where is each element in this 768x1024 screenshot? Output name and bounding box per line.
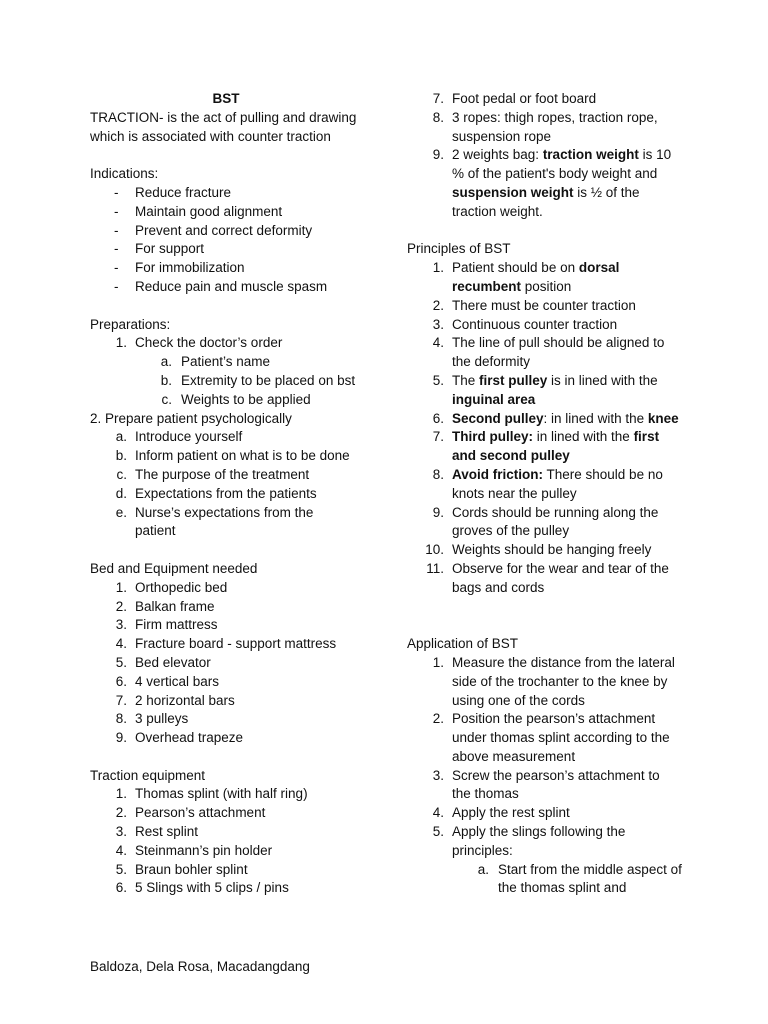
list-item: 1. Patient should be on dorsal recumbent position: [432, 260, 620, 294]
list-item: 8. 3 pulleys: [115, 711, 189, 727]
list-item: b. Extremity to be placed on bst: [160, 372, 356, 388]
list-item: 5. Apply the slings following the principles:: [432, 824, 626, 858]
list-item: 2. Pearson’s attachment: [115, 805, 266, 821]
indications-list: [90, 184, 380, 297]
list-item: 8. 3 ropes: thigh ropes, traction rope, suspension rope: [432, 109, 658, 144]
list-item: 4. Apply the rest splint: [432, 805, 570, 821]
list-item: a. Introduce yourself: [115, 429, 243, 445]
list-item: 6. Second pulley: in lined with the knee: [432, 410, 679, 426]
list-item: 4. Fracture board - support mattress: [115, 636, 337, 652]
list-item: - For support: [114, 241, 205, 257]
list-item: 3. Rest splint: [115, 824, 199, 840]
left-column: [90, 90, 380, 898]
list-item: 3. Continuous counter traction: [432, 316, 618, 332]
list-item: 5. The first pulley is in lined with the inguinal area: [432, 372, 658, 407]
list-item: a. Start from the middle aspect of the thomas splint and: [477, 861, 682, 896]
right-column: [407, 90, 682, 898]
list-item: 2. Balkan frame: [115, 598, 215, 614]
traction-definition: TRACTION- is the act of pulling and drawing which is associated with counter traction: [90, 109, 357, 144]
list-item: d. Expectations from the patients: [115, 485, 317, 501]
list-item: 3. Firm mattress: [115, 617, 218, 633]
list-item: 11. Observe for the wear and tear of the bags and cords: [426, 560, 669, 595]
list-item: 6. 4 vertical bars: [115, 673, 220, 689]
list-item: - Prevent and correct deformity: [114, 222, 313, 238]
list-item: 10. Weights should be hanging freely: [425, 542, 652, 558]
list-item: 9. Cords should be running along the groves of the pulley: [432, 504, 659, 539]
list-item: 1. Measure the distance from the lateral side of the trochanter to the knee by using one of the cords: [432, 654, 675, 708]
list-item: 9. Overhead trapeze: [115, 730, 244, 746]
list-item: 8. Avoid friction: There should be no knots near the pulley: [432, 466, 663, 501]
list-item: c. Weights to be applied: [161, 391, 311, 407]
list-item: - Reduce fracture: [114, 184, 232, 200]
list-item: 4. Steinmann’s pin holder: [115, 842, 273, 858]
list-item: 5. Bed elevator: [115, 654, 211, 670]
list-item: b. Inform patient on what is to be done: [115, 448, 350, 464]
footer-authors: Baldoza, Dela Rosa, Macadangdang: [90, 959, 310, 974]
list-item: e. Nurse’s expectations from the patient: [115, 504, 314, 539]
bed-equipment-heading: Bed and Equipment needed: [90, 560, 258, 576]
preparations-heading: Preparations:: [90, 316, 171, 332]
traction-equipment-heading: Traction equipment: [90, 767, 206, 783]
list-item: 7. Third pulley: in lined with the first and second pulley: [432, 429, 660, 464]
list-item: 1. Orthopedic bed: [115, 579, 228, 595]
application-heading: Application of BST: [407, 636, 519, 652]
list-item: 1. Thomas splint (with half ring): [115, 786, 308, 802]
document-title: BST: [212, 91, 240, 106]
list-item: 3. Screw the pearson’s attachment to the thomas: [432, 767, 660, 802]
list-item: 1. Check the doctor’s order: [115, 335, 283, 351]
list-item: 7. Foot pedal or foot board: [432, 91, 597, 106]
list-item: 5. Braun bohler splint: [115, 861, 248, 877]
list-item: 6. 5 Slings with 5 clips / pins: [115, 880, 289, 896]
list-item: 9. 2 weights bag: traction weight is 10 % of the patient's body weight and suspension weight is ½ of the traction weight.: [432, 147, 672, 219]
list-item: - Reduce pain and muscle spasm: [114, 278, 328, 294]
list-item: 7. 2 horizontal bars: [115, 692, 235, 708]
list-item: 2. Position the pearson’s attachment under thomas splint according to the above measurement: [432, 711, 670, 764]
list-item: 2. There must be counter traction: [432, 297, 636, 313]
indications-heading: Indications:: [90, 166, 159, 182]
preparations-step-2: 2. Prepare patient psychologically: [90, 410, 292, 426]
list-item: - Maintain good alignment: [114, 203, 283, 219]
list-item: a. Patient’s name: [160, 354, 271, 370]
list-item: - For immobilization: [114, 260, 245, 276]
list-item: c. The purpose of the treatment: [116, 466, 310, 482]
list-item: 4. The line of pull should be aligned to the deformity: [432, 335, 665, 370]
principles-heading: Principles of BST: [407, 241, 511, 257]
